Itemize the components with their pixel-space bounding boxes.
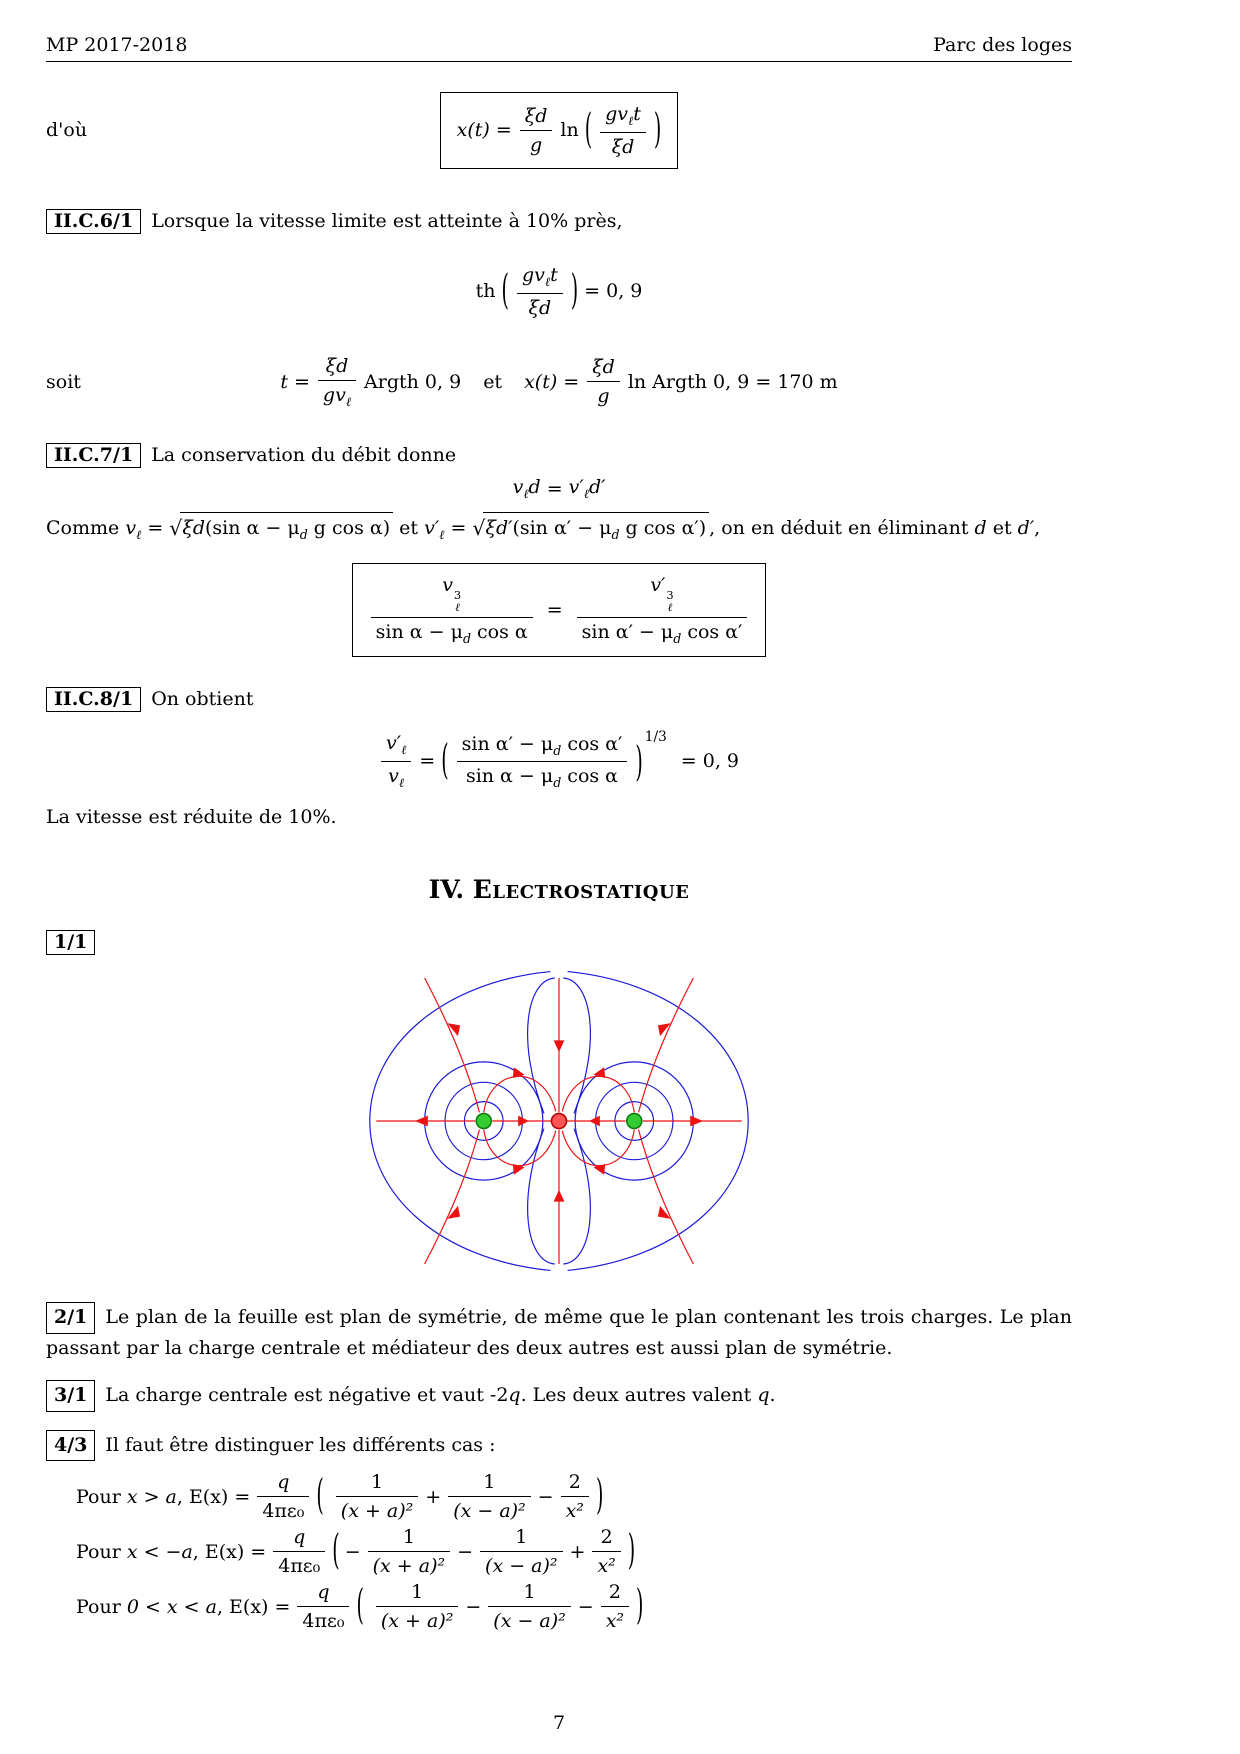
lead-word: soit [46, 370, 81, 393]
item-text: La conservation du débit donne [151, 444, 457, 467]
operator: − [457, 1540, 474, 1563]
page-header [46, 34, 1072, 62]
math-token: $v_\ell$ [125, 517, 142, 542]
fraction: $\frac{gv_\ell t}{\xi d}$ [600, 103, 646, 158]
left-paren: ( [441, 736, 449, 784]
equals-sign: = [419, 750, 436, 773]
math-token: $v'_\ell$ [424, 517, 445, 542]
text-run: et [986, 517, 1018, 540]
boxed-equation-debit [46, 563, 1072, 657]
operator: + [569, 1540, 586, 1563]
fraction: $\frac{2}{\text{x²}}$ [601, 1581, 629, 1632]
equals-sign: = [546, 598, 563, 621]
case-x-lt-minus-a [76, 1526, 1072, 1577]
item-iic6 [46, 209, 1072, 234]
left-paren: ( [356, 1581, 364, 1630]
equation-debit [46, 476, 1072, 502]
fraction: $\frac{1}{\text{(x − a)²}}$ [448, 1471, 530, 1522]
left-paren: ( [584, 105, 593, 153]
right-paren-with-exponent: )$^{1/3}$ [635, 729, 667, 786]
fraction: $\frac{2}{\text{x²}}$ [561, 1471, 589, 1522]
fraction: $\frac{\xi d}{g}$ [587, 356, 620, 407]
statement-soit [46, 355, 1072, 410]
item-label: II.C.6/1 [46, 209, 141, 234]
arrow [554, 1041, 565, 1053]
sign: − [344, 1540, 361, 1563]
right-paren: ) [627, 1526, 636, 1575]
item-text: La charge centrale est négative et vaut -2 [105, 1384, 509, 1407]
ln-operator: ln [560, 119, 579, 142]
field-line [528, 978, 555, 1113]
fraction: $\frac{1}{\text{(x + a)²}}$ [336, 1471, 418, 1522]
arrow [518, 1116, 529, 1127]
text-run: Comme [46, 517, 120, 540]
page-footer [46, 1700, 1072, 1734]
right-paren: ) [595, 1471, 604, 1520]
operator: + [425, 1485, 442, 1508]
boxed-equation-xt [440, 92, 679, 169]
field-lines-diagram [344, 965, 774, 1277]
left-paren: ( [332, 1526, 340, 1575]
case-0-lt-x-lt-a [76, 1581, 1072, 1632]
statement-dou [46, 92, 1072, 169]
connector-et: et [399, 517, 419, 540]
arrow [415, 1116, 428, 1127]
field-line [563, 978, 590, 1113]
fraction: $\frac{\xi d}{gv_\ell}$ [318, 355, 356, 410]
section-name: Electrostatique [472, 875, 690, 905]
header-course: MP 2017-2018 [46, 34, 188, 56]
operator: − [577, 1595, 594, 1618]
fraction: $\frac{1}{\text{(x − a)²}}$ [480, 1526, 562, 1577]
arrow [690, 1116, 703, 1127]
right-paren: ) [653, 105, 662, 153]
item-q3 [46, 1380, 1072, 1412]
equation-rhs: = 0, 9 [584, 280, 643, 303]
left-paren: ( [501, 266, 509, 314]
math-token: q [757, 1384, 770, 1407]
radical-expression: √ξd′(sin $\alpha' - \mu_d$ g cos α′) [472, 517, 709, 539]
fraction: $\frac{1}{\text{(x + a)²}}$ [368, 1526, 450, 1577]
fraction: v′ 3 ℓ $\sin \alpha' - \mu_d$ cos α′ [577, 574, 748, 646]
equals-sign: = [450, 517, 467, 540]
radical-expression: √ξd(sin $\alpha - \mu_d$ g cos α) [169, 517, 393, 539]
item-label: II.C.8/1 [46, 687, 141, 712]
page-number: 7 [552, 1712, 566, 1734]
item-label: II.C.7/1 [46, 443, 141, 468]
case-x-gt-a [76, 1471, 1072, 1522]
equation-obtient [46, 729, 1072, 791]
fraction: $\frac{q}{\text{4πε₀}}$ [257, 1471, 309, 1522]
field-line [563, 1129, 590, 1264]
equals-sign: = [495, 119, 512, 142]
fraction: $\frac{q}{\text{4πε₀}}$ [297, 1581, 349, 1632]
fraction: $\frac{gv_\ell t}{\xi d}$ [517, 264, 563, 319]
positive-charge-left [476, 1114, 491, 1129]
conclusion-line: La vitesse est réduite de 10%. [46, 805, 337, 828]
equation-rhs: = 0, 9 [680, 750, 739, 773]
fraction: $\frac{\sin \alpha' - \mu_d \cos \alpha'}{\sin \alpha - \mu_d \cos \alpha}$ [457, 733, 628, 790]
math-token: q [508, 1384, 521, 1407]
exponent: 1/3 [644, 729, 667, 746]
item-text: . [769, 1384, 776, 1407]
equals-sign: = [293, 370, 310, 393]
item-label: 1/1 [46, 930, 95, 955]
equals-sign: = [546, 478, 563, 501]
equals-sign: = [563, 370, 580, 393]
item-text: . Les deux autres valent [520, 1384, 758, 1407]
field-line [528, 1129, 555, 1264]
fraction: $\frac{q}{\text{4πε₀}}$ [273, 1526, 325, 1577]
positive-charge-right [627, 1114, 642, 1129]
equals-sign: = [147, 517, 164, 540]
math-token: $v'_\ell d'$ [568, 476, 606, 502]
right-paren: ) [636, 1581, 644, 1630]
text-run: , on en déduit en éliminant [709, 517, 975, 540]
math-token: x(t) [456, 119, 490, 142]
connector-et: et [483, 370, 503, 393]
math-token: x(t) [524, 370, 558, 393]
item-label: 4/3 [46, 1430, 95, 1462]
item-text: Le plan de la feuille est plan de symétrie, de même que le plan contenant les trois charges. Le plan passant par la charge centrale et médiateur des deux autres est aussi plan de symétrie. [46, 1306, 1072, 1359]
right-paren: ) [570, 266, 579, 314]
argth-operator: Argth 0, 9 [364, 370, 462, 393]
item-text: Il faut être distinguer les différents cas : [105, 1433, 496, 1456]
sqrt-symbol: √ [472, 516, 486, 541]
equation-th [46, 264, 1072, 319]
item-iic7 [46, 443, 1072, 468]
math-token: $v_\ell d$ [512, 476, 541, 502]
case-intro: Pour x > a, E(x) = [76, 1485, 251, 1508]
field-line [425, 978, 480, 1112]
section-heading [46, 875, 1072, 904]
item-label: 3/1 [46, 1380, 95, 1412]
case-intro: Pour x < −a, E(x) = [76, 1540, 267, 1563]
header-school: Parc des loges [933, 34, 1072, 56]
item-label: 2/1 [46, 1302, 95, 1334]
item-iic8 [46, 687, 1072, 712]
fraction: v 3 ℓ $\sin \alpha - \mu_d$ cos α [371, 574, 533, 646]
item-text: On obtient [151, 688, 254, 711]
math-token: d′ [1017, 517, 1035, 540]
arrow [589, 1116, 600, 1127]
sqrt-symbol: √ [169, 516, 183, 541]
fraction: $\frac{1}{\text{(x + a)²}}$ [376, 1581, 458, 1632]
fraction: $\frac{2}{\text{x²}}$ [592, 1526, 620, 1577]
arrow [554, 1190, 565, 1202]
th-operator: th [475, 280, 496, 303]
item-text: Lorsque la vitesse limite est atteinte à 10% près, [151, 209, 623, 232]
field-line [639, 1130, 694, 1264]
case-intro: Pour 0 < x < a, E(x) = [76, 1595, 291, 1618]
field-line [639, 978, 694, 1112]
negative-charge-center [551, 1114, 566, 1129]
cases-list [76, 1467, 1072, 1636]
fraction: $\frac{\xi d}{g}$ [520, 105, 553, 156]
operator: − [465, 1595, 482, 1618]
field-lines-figure [46, 965, 1072, 1282]
operator: − [537, 1485, 554, 1508]
math-token: d [974, 517, 987, 540]
lead-word: d'où [46, 119, 88, 142]
fraction: $\frac{1}{\text{(x − a)²}}$ [488, 1581, 570, 1632]
paragraph-comme [46, 512, 1072, 545]
field-line [425, 1130, 480, 1264]
text-run: , [1034, 517, 1041, 540]
fraction: $\frac{v'_\ell}{v_\ell}$ [381, 732, 411, 791]
math-token: t [280, 370, 288, 393]
item-q4 [46, 1430, 1072, 1462]
equation-rhs: ln Argth 0, 9 = 170 m [627, 370, 838, 393]
item-q1 [46, 930, 1072, 955]
left-paren: ( [316, 1471, 324, 1520]
item-q2 [46, 1302, 1072, 1362]
section-number: IV. [428, 875, 465, 905]
